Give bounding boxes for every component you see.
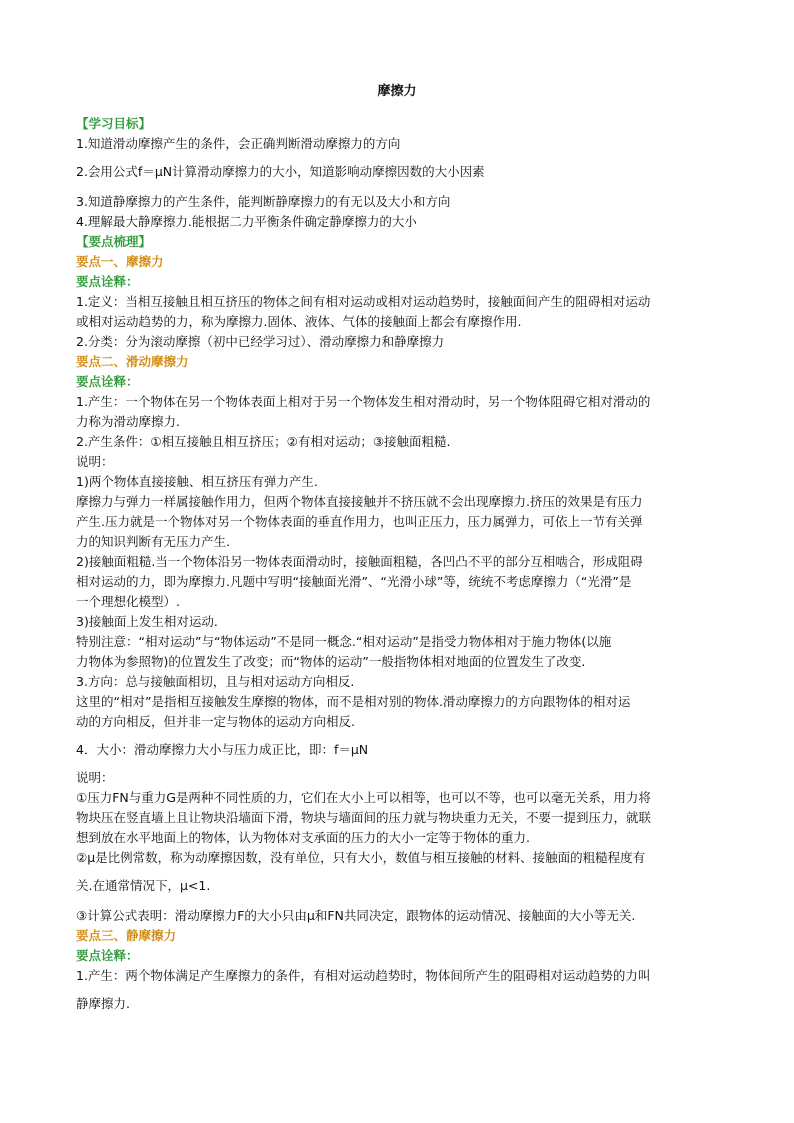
text-line: 4．大小：滑动摩擦力大小与压力成正比，即：f＝μN [76, 742, 369, 757]
text-line: 【要点梳理】 [76, 234, 152, 249]
text-line: 1.知道滑动摩擦产生的条件，会正确判断滑动摩擦力的方向 [76, 136, 401, 151]
text-line: 1.产生：一个物体在另一个物体表面上相对于另一个物体发生相对滑动时，另一个物体阻碍它相对滑动的 [76, 394, 651, 409]
text-line: 4.理解最大静摩擦力.能根据二力平衡条件确定静摩擦力的大小 [76, 214, 417, 229]
text-line: 要点三、静摩擦力 [76, 928, 177, 943]
text-line: 3.知道静摩擦力的产生条件，能判断静摩擦力的有无以及大小和方向 [76, 194, 451, 209]
text-line: 【学习目标】 [76, 116, 152, 131]
text-line: 力物体为参照物)的位置发生了改变；而“物体的运动”一般指物体相对地面的位置发生了改变. [76, 654, 586, 669]
text-line: 1.定义：当相互接触且相互挤压的物体之间有相对运动或相对运动趋势时，接触面间产生的阻碍相对运动 [76, 294, 651, 309]
text-line: 想到放在水平地面上的物体，认为物体对支承面的压力的大小一定等于物体的重力. [76, 830, 530, 845]
text-line: 力称为滑动摩擦力. [76, 414, 180, 429]
text-line: ①压力FN与重力G是两种不同性质的力，它们在大小上可以相等，也可以不等，也可以毫无关系，用力将 [76, 790, 651, 805]
text-line: 要点一、摩擦力 [76, 254, 164, 269]
text-line: 2)接触面粗糙.当一个物体沿另一物体表面滑动时，接触面粗糙，各凹凸不平的部分互相啮合，形成阻碍 [76, 554, 643, 569]
text-line: 特别注意：“相对运动”与“物体运动”不是同一概念.“相对运动”是指受力物体相对于施力物体(以施 [76, 634, 612, 649]
text-line: 要点二、滑动摩擦力 [76, 354, 189, 369]
text-line: 动的方向相反，但并非一定与物体的运动方向相反. [76, 714, 355, 729]
text-line: 3)接触面上发生相对运动. [76, 614, 218, 629]
page-title: 摩擦力 [377, 84, 417, 99]
text-line: 说明： [76, 770, 114, 785]
text-line: 相对运动的力，即为摩擦力.凡题中写明“接触面光滑”、“光滑小球”等，统统不考虑摩擦力（“光滑”是 [76, 574, 632, 589]
text-line: 摩擦力与弹力一样属接触作用力，但两个物体直接接触并不挤压就不会出现摩擦力.挤压的效果是有压力 [76, 494, 643, 509]
text-line: 1)两个物体直接接触、相互挤压有弹力产生. [76, 474, 318, 489]
text-line: 物块压在竖直墙上且让物块沿墙面下滑，物块与墙面间的压力就与物块重力无关，不要一提到压力，就联 [76, 810, 652, 825]
text-line: 要点诠释： [76, 948, 139, 963]
text-line: 3.方向：总与接触面相切，且与相对运动方向相反. [76, 674, 355, 689]
text-line: 力的知识判断有无压力产生. [76, 534, 230, 549]
text-line: 要点诠释： [76, 274, 139, 289]
text-line: 2.会用公式f＝μN计算滑动摩擦力的大小，知道影响动摩擦因数的大小因素 [76, 164, 485, 179]
text-line: 静摩擦力. [76, 996, 130, 1011]
text-line: 1.产生：两个物体满足产生摩擦力的条件，有相对运动趋势时，物体间所产生的阻碍相对运动趋势的力叫 [76, 968, 651, 983]
text-line: 要点诠释： [76, 374, 139, 389]
text-line: 关.在通常情况下，μ<1. [76, 878, 211, 893]
text-line: ②μ是比例常数，称为动摩擦因数，没有单位，只有大小，数值与相互接触的材料、接触面的粗糙程度有 [76, 850, 646, 865]
text-line: 2.产生条件：①相互接触且相互挤压；②有相对运动；③接触面粗糙. [76, 434, 451, 449]
text-line: 这里的“相对”是指相互接触发生摩擦的物体，而不是相对别的物体.滑动摩擦力的方向跟物体的相对运 [76, 694, 631, 709]
text-line: 一个理想化模型）. [76, 594, 180, 609]
text-line: 或相对运动趋势的力，称为摩擦力.固体、液体、气体的接触面上都会有摩擦作用. [76, 314, 522, 329]
text-line: 产生.压力就是一个物体对另一个物体表面的垂直作用力，也叫正压力，压力属弹力，可依上一节有关弹 [76, 514, 643, 529]
text-line: 说明： [76, 454, 114, 469]
text-line: ③计算公式表明：滑动摩擦力F的大小只由μ和FN共同决定，跟物体的运动情况、接触面的大小等无关. [76, 908, 636, 923]
document-body [76, 114, 726, 1014]
text-line: 2.分类：分为滚动摩擦（初中已经学习过）、滑动摩擦力和静摩擦力 [76, 334, 445, 349]
